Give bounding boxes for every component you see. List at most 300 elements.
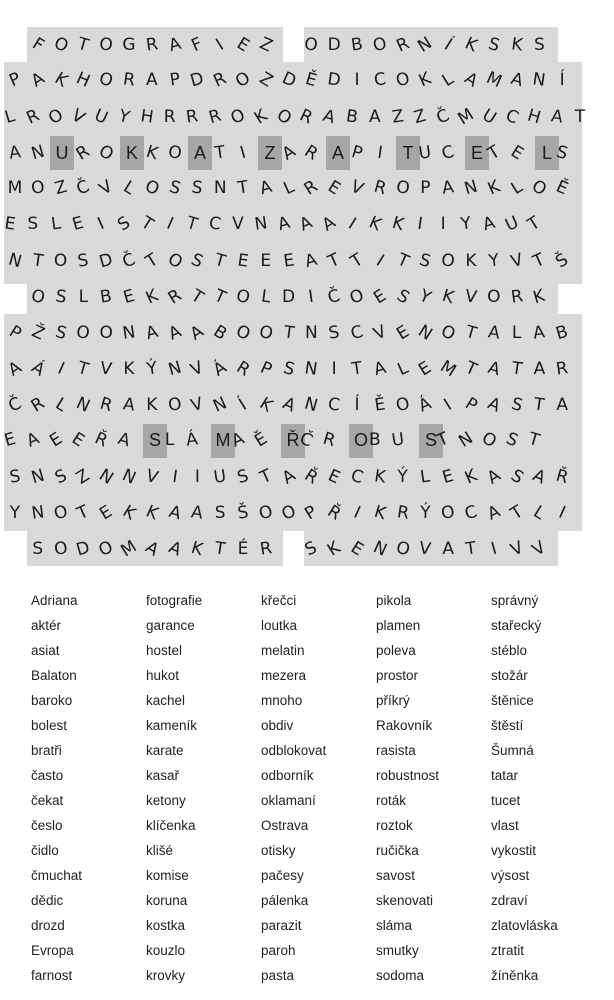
grid-letter[interactable]: S — [53, 286, 68, 308]
grid-letter[interactable]: D — [74, 537, 93, 561]
grid-letter[interactable]: O — [346, 285, 368, 309]
grid-letter[interactable]: E — [324, 176, 345, 200]
grid-letter[interactable]: S — [327, 322, 341, 344]
grid-letter[interactable]: K — [461, 465, 481, 489]
grid-letter[interactable]: A — [275, 212, 292, 236]
grid-letter[interactable]: B — [209, 321, 231, 345]
grid-letter[interactable]: A — [484, 393, 504, 417]
grid-letter[interactable]: N — [305, 323, 318, 343]
grid-letter[interactable]: K — [440, 285, 457, 309]
grid-letter[interactable]: N — [303, 358, 320, 380]
grid-letter[interactable]: K — [142, 501, 161, 525]
grid-letter[interactable]: N — [455, 428, 477, 452]
grid-letter[interactable]: P — [349, 141, 365, 165]
grid-letter[interactable]: T — [464, 538, 478, 560]
grid-letter[interactable]: O — [44, 104, 67, 130]
grid-letter[interactable]: B — [349, 34, 365, 56]
grid-letter[interactable]: Ý — [420, 503, 431, 523]
grid-letter[interactable]: E — [121, 285, 137, 309]
grid-letter[interactable]: O — [440, 250, 457, 272]
grid-letter[interactable]: O — [98, 34, 115, 56]
grid-letter[interactable]: T — [211, 285, 229, 309]
grid-letter[interactable]: Z — [256, 33, 276, 57]
grid-letter[interactable]: T — [282, 322, 296, 344]
grid-letter[interactable]: O — [393, 68, 412, 92]
grid-letter[interactable]: U — [91, 105, 111, 129]
grid-letter[interactable]: O — [95, 140, 118, 166]
grid-letter[interactable]: Ř — [301, 465, 322, 489]
grid-letter[interactable]: D — [327, 35, 341, 55]
grid-letter[interactable]: S — [424, 429, 437, 450]
grid-letter[interactable]: O — [166, 394, 183, 416]
grid-letter[interactable]: R — [121, 69, 137, 91]
grid-letter[interactable]: O — [28, 285, 47, 309]
grid-letter[interactable]: R — [97, 393, 115, 417]
grid-letter[interactable]: A — [483, 465, 505, 489]
grid-letter[interactable]: A — [187, 321, 208, 345]
grid-letter[interactable]: A — [320, 105, 338, 129]
grid-letter[interactable]: A — [166, 33, 183, 57]
grid-letter[interactable]: V — [347, 176, 367, 200]
grid-letter[interactable]: N — [6, 249, 24, 273]
grid-letter[interactable]: O — [141, 176, 162, 200]
grid-letter[interactable]: E — [325, 465, 344, 489]
grid-letter[interactable]: I — [440, 395, 456, 415]
grid-letter[interactable]: I — [54, 358, 67, 380]
grid-letter[interactable]: O — [477, 427, 500, 453]
grid-letter[interactable]: A — [143, 321, 161, 345]
grid-letter[interactable]: S — [502, 428, 521, 452]
grid-letter[interactable]: R — [554, 358, 570, 380]
grid-letter[interactable]: T — [142, 249, 162, 273]
grid-letter[interactable]: O — [99, 323, 113, 343]
grid-letter[interactable]: Í — [559, 70, 565, 90]
grid-letter[interactable]: Y — [487, 250, 501, 272]
grid-letter[interactable]: O — [166, 142, 183, 164]
grid-letter[interactable]: O — [272, 104, 295, 130]
grid-letter[interactable]: K — [465, 251, 477, 271]
grid-letter[interactable]: R — [301, 176, 322, 200]
grid-letter[interactable]: O — [393, 393, 412, 417]
grid-letter[interactable]: A — [121, 394, 137, 416]
grid-letter[interactable]: N — [253, 213, 269, 235]
grid-letter[interactable]: T — [325, 249, 343, 273]
grid-letter[interactable]: R — [258, 538, 274, 560]
grid-letter[interactable]: Z — [52, 176, 69, 200]
grid-letter[interactable]: A — [480, 212, 498, 236]
grid-letter[interactable]: S — [32, 539, 44, 559]
grid-letter[interactable]: N — [369, 537, 390, 561]
grid-letter[interactable]: Z — [264, 142, 276, 163]
grid-letter[interactable]: K — [255, 393, 276, 417]
grid-letter[interactable]: K — [484, 176, 503, 200]
grid-letter[interactable]: Í — [440, 35, 456, 55]
grid-letter[interactable]: R — [296, 105, 316, 129]
grid-letter[interactable]: A — [485, 357, 503, 381]
grid-letter[interactable]: A — [7, 142, 23, 164]
grid-letter[interactable]: T — [526, 428, 543, 452]
grid-letter[interactable]: T — [74, 501, 93, 525]
grid-letter[interactable]: I — [170, 466, 179, 488]
grid-letter[interactable]: O — [370, 33, 389, 57]
grid-letter[interactable]: O — [232, 67, 254, 93]
grid-letter[interactable]: E — [369, 285, 390, 309]
grid-letter[interactable]: Í — [354, 395, 360, 415]
grid-letter[interactable]: V — [529, 537, 550, 561]
grid-letter[interactable]: Č — [5, 393, 25, 417]
grid-letter[interactable]: Ž — [28, 321, 48, 345]
grid-letter[interactable]: L — [119, 177, 139, 199]
grid-letter[interactable]: C — [439, 141, 457, 165]
grid-letter[interactable]: L — [530, 502, 549, 524]
grid-letter[interactable]: S — [554, 141, 571, 165]
grid-letter[interactable]: V — [508, 249, 525, 273]
grid-letter[interactable]: P — [168, 69, 182, 91]
grid-letter[interactable]: S — [417, 249, 434, 273]
grid-letter[interactable]: K — [371, 501, 388, 525]
grid-letter[interactable]: V — [232, 214, 244, 234]
grid-letter[interactable]: A — [441, 177, 456, 199]
grid-letter[interactable]: K — [142, 285, 161, 309]
grid-letter[interactable]: R — [73, 141, 94, 165]
grid-letter[interactable]: E — [68, 428, 89, 452]
grid-letter[interactable]: E — [45, 428, 66, 452]
grid-letter[interactable]: N — [213, 178, 227, 198]
grid-letter[interactable]: O — [75, 322, 92, 344]
grid-letter[interactable]: A — [368, 107, 381, 127]
grid-letter[interactable]: R — [210, 68, 230, 92]
grid-letter[interactable]: O — [232, 321, 254, 345]
grid-letter[interactable]: I — [212, 35, 228, 55]
grid-letter[interactable]: V — [418, 538, 433, 560]
grid-letter[interactable]: E — [415, 357, 436, 381]
grid-letter[interactable]: Ě — [553, 176, 572, 200]
grid-letter[interactable]: S — [52, 321, 69, 345]
grid-letter[interactable]: Á — [415, 393, 435, 417]
grid-letter[interactable]: B — [553, 321, 571, 345]
grid-letter[interactable]: S — [506, 465, 527, 489]
grid-letter[interactable]: O — [233, 285, 253, 309]
grid-letter[interactable]: M — [7, 178, 23, 198]
grid-letter[interactable]: P — [257, 357, 275, 381]
grid-letter[interactable]: E — [2, 428, 18, 452]
grid-letter[interactable]: I — [331, 359, 337, 379]
grid-letter[interactable]: V — [99, 358, 114, 380]
grid-letter[interactable]: O — [256, 501, 275, 525]
grid-letter[interactable]: S — [51, 465, 70, 489]
grid-letter[interactable]: R — [144, 34, 160, 56]
grid-letter[interactable]: K — [324, 537, 345, 561]
grid-letter[interactable]: I — [163, 213, 176, 235]
grid-letter[interactable]: S — [280, 357, 297, 381]
grid-letter[interactable]: M — [454, 104, 478, 130]
grid-letter[interactable]: R — [393, 33, 413, 57]
grid-letter[interactable]: H — [139, 106, 155, 128]
grid-letter[interactable]: D — [282, 287, 296, 307]
grid-letter[interactable]: N — [531, 69, 548, 91]
grid-letter[interactable]: L — [511, 323, 522, 343]
grid-letter[interactable]: T — [213, 142, 227, 164]
grid-letter[interactable]: M — [215, 429, 231, 450]
grid-letter[interactable]: S — [148, 429, 161, 450]
grid-letter[interactable]: T — [530, 249, 549, 273]
grid-letter[interactable]: L — [507, 177, 526, 199]
grid-letter[interactable]: R — [232, 357, 254, 381]
grid-letter[interactable]: K — [123, 359, 135, 379]
grid-letter[interactable]: O — [440, 502, 457, 524]
grid-letter[interactable]: Č — [325, 285, 343, 309]
grid-letter[interactable]: O — [353, 429, 368, 450]
grid-letter[interactable]: S — [166, 176, 183, 200]
grid-letter[interactable]: K — [389, 212, 406, 236]
grid-letter[interactable]: A — [23, 428, 43, 452]
grid-letter[interactable]: T — [212, 249, 228, 273]
grid-letter[interactable]: Ř — [91, 428, 111, 452]
grid-letter[interactable]: A — [27, 68, 49, 92]
grid-letter[interactable]: B — [99, 286, 114, 308]
grid-letter[interactable]: T — [350, 358, 364, 380]
grid-letter[interactable]: K — [365, 212, 384, 236]
grid-letter[interactable]: T — [463, 321, 479, 345]
grid-letter[interactable]: A — [533, 359, 546, 379]
grid-letter[interactable]: D — [278, 68, 299, 92]
grid-letter[interactable]: T — [31, 250, 45, 272]
grid-letter[interactable]: O — [394, 177, 411, 199]
grid-letter[interactable]: C — [462, 501, 480, 525]
grid-letter[interactable]: U — [417, 142, 433, 164]
grid-letter[interactable]: Y — [416, 285, 435, 309]
grid-letter[interactable]: I — [488, 538, 499, 560]
grid-letter[interactable]: O — [256, 321, 275, 345]
grid-letter[interactable]: A — [529, 465, 549, 489]
grid-letter[interactable]: O — [53, 251, 68, 271]
grid-letter[interactable]: E — [3, 213, 17, 235]
grid-letter[interactable]: N — [302, 393, 321, 417]
grid-letter[interactable]: T — [393, 249, 412, 273]
grid-letter[interactable]: S — [27, 214, 39, 234]
grid-letter[interactable]: I — [237, 142, 249, 164]
grid-letter[interactable]: I — [440, 214, 446, 234]
grid-letter[interactable]: T — [532, 394, 546, 416]
grid-letter[interactable]: O — [278, 501, 299, 525]
grid-letter[interactable]: V — [463, 286, 479, 308]
grid-letter[interactable]: A — [278, 141, 299, 165]
grid-letter[interactable]: Ě — [250, 428, 271, 452]
grid-letter[interactable]: O — [51, 501, 70, 525]
grid-letter[interactable]: K — [461, 33, 481, 57]
grid-letter[interactable]: S — [485, 33, 502, 57]
grid-letter[interactable]: U — [212, 466, 228, 488]
grid-letter[interactable]: E — [96, 501, 117, 525]
grid-letter[interactable]: K — [143, 141, 160, 165]
grid-letter[interactable]: A — [296, 212, 316, 236]
grid-letter[interactable]: A — [532, 322, 547, 344]
grid-letter[interactable]: L — [438, 69, 458, 91]
grid-letter[interactable]: P — [420, 178, 431, 198]
grid-letter[interactable]: K — [250, 105, 271, 129]
grid-letter[interactable]: D — [97, 249, 116, 273]
grid-letter[interactable]: A — [165, 537, 184, 561]
grid-letter[interactable]: Ý — [145, 358, 159, 380]
grid-letter[interactable]: L — [164, 430, 175, 450]
grid-letter[interactable]: R — [301, 141, 322, 165]
grid-letter[interactable]: I — [94, 213, 108, 235]
grid-letter[interactable]: A — [371, 357, 389, 381]
grid-letter[interactable]: A — [4, 357, 26, 381]
grid-letter[interactable]: A — [486, 322, 501, 344]
grid-letter[interactable]: N — [210, 393, 231, 417]
grid-letter[interactable]: A — [278, 465, 299, 489]
grid-letter[interactable]: Z — [73, 465, 94, 489]
grid-letter[interactable]: L — [419, 466, 432, 488]
grid-letter[interactable]: N — [95, 465, 117, 489]
grid-letter[interactable]: N — [28, 465, 47, 489]
grid-letter[interactable]: K — [531, 285, 548, 309]
grid-letter[interactable]: T — [347, 249, 367, 273]
grid-letter[interactable]: V — [507, 537, 526, 561]
grid-letter[interactable]: Z — [390, 106, 405, 128]
grid-letter[interactable]: N — [414, 33, 437, 57]
grid-letter[interactable]: I — [194, 467, 200, 487]
grid-letter[interactable]: A — [318, 212, 340, 236]
grid-letter[interactable]: O — [487, 287, 501, 307]
grid-letter[interactable]: E — [470, 142, 483, 163]
grid-letter[interactable]: A — [257, 176, 275, 200]
grid-letter[interactable]: Ř — [553, 465, 571, 489]
grid-letter[interactable]: R — [395, 502, 410, 524]
grid-letter[interactable]: O — [52, 538, 69, 560]
grid-letter[interactable]: C — [326, 394, 342, 416]
grid-letter[interactable]: C — [348, 321, 366, 345]
grid-letter[interactable]: L — [541, 142, 552, 163]
grid-letter[interactable]: C — [207, 213, 223, 235]
grid-letter[interactable]: Č — [73, 176, 93, 200]
grid-letter[interactable]: O — [393, 537, 412, 561]
grid-letter[interactable]: N — [28, 141, 47, 165]
grid-letter[interactable]: K — [118, 501, 140, 525]
grid-letter[interactable]: O — [163, 248, 186, 274]
grid-letter[interactable]: C — [502, 105, 522, 129]
grid-letter[interactable]: A — [556, 395, 568, 415]
grid-letter[interactable]: K — [50, 68, 71, 92]
grid-letter[interactable]: Č — [119, 249, 139, 273]
grid-letter[interactable]: Á — [185, 429, 200, 451]
grid-letter[interactable]: N — [30, 502, 46, 524]
grid-letter[interactable]: P — [461, 393, 481, 417]
grid-letter[interactable]: R — [164, 285, 185, 309]
grid-letter[interactable]: I — [372, 251, 388, 271]
grid-letter[interactable]: S — [188, 249, 207, 273]
grid-letter[interactable]: B — [344, 106, 360, 128]
grid-letter[interactable]: K — [509, 34, 524, 56]
grid-letter[interactable]: S — [302, 537, 321, 561]
grid-letter[interactable]: U — [478, 105, 500, 129]
grid-letter[interactable]: I — [307, 286, 316, 308]
grid-letter[interactable]: É — [237, 539, 249, 559]
grid-letter[interactable]: T — [510, 358, 524, 380]
grid-letter[interactable]: R — [27, 393, 49, 417]
grid-letter[interactable]: R — [320, 428, 338, 452]
grid-letter[interactable]: O — [227, 105, 249, 129]
grid-letter[interactable]: S — [114, 212, 134, 236]
grid-letter[interactable]: T — [484, 141, 504, 165]
grid-letter[interactable]: E — [236, 250, 250, 272]
grid-letter[interactable]: T — [462, 357, 480, 381]
grid-letter[interactable]: A — [141, 537, 163, 561]
grid-letter[interactable]: S — [235, 465, 251, 489]
grid-letter[interactable]: I — [416, 213, 425, 235]
grid-letter[interactable]: A — [166, 501, 183, 525]
grid-letter[interactable]: I — [354, 70, 360, 90]
grid-letter[interactable]: L — [259, 286, 272, 308]
grid-letter[interactable]: N — [165, 357, 184, 381]
grid-letter[interactable]: Š — [552, 249, 573, 273]
grid-letter[interactable]: A — [145, 70, 158, 90]
grid-letter[interactable]: S — [76, 250, 91, 272]
grid-letter[interactable]: M — [117, 536, 141, 562]
grid-letter[interactable]: L — [49, 213, 62, 235]
grid-letter[interactable]: K — [189, 537, 206, 561]
grid-letter[interactable]: K — [146, 395, 158, 415]
grid-letter[interactable]: G — [122, 35, 136, 55]
grid-letter[interactable]: Ě — [373, 394, 387, 416]
grid-letter[interactable]: S — [508, 393, 525, 417]
grid-letter[interactable]: Š — [236, 502, 250, 524]
grid-letter[interactable]: E — [440, 465, 457, 489]
grid-letter[interactable]: V — [68, 105, 89, 129]
grid-letter[interactable]: T — [574, 107, 586, 127]
grid-letter[interactable]: O — [528, 175, 551, 201]
grid-letter[interactable]: E — [347, 537, 367, 561]
grid-letter[interactable]: H — [525, 105, 544, 129]
grid-letter[interactable]: T — [506, 501, 527, 525]
grid-letter[interactable]: Á — [27, 357, 49, 381]
grid-letter[interactable]: M — [483, 67, 505, 93]
grid-letter[interactable]: P — [5, 321, 25, 345]
grid-letter[interactable]: F — [188, 33, 206, 57]
grid-letter[interactable]: V — [95, 176, 117, 200]
grid-letter[interactable]: E — [260, 251, 272, 271]
grid-letter[interactable]: T — [434, 428, 452, 452]
grid-letter[interactable]: R — [206, 105, 224, 129]
grid-letter[interactable]: A — [165, 321, 184, 345]
grid-letter[interactable]: T — [402, 142, 414, 163]
grid-letter[interactable]: N — [462, 176, 480, 200]
grid-letter[interactable]: D — [326, 69, 343, 91]
grid-letter[interactable]: L — [51, 394, 70, 416]
grid-letter[interactable]: E — [506, 141, 527, 165]
grid-letter[interactable]: T — [213, 538, 227, 560]
grid-letter[interactable]: A — [442, 539, 454, 559]
grid-letter[interactable]: A — [484, 501, 504, 525]
grid-letter[interactable]: S — [190, 177, 205, 199]
grid-letter[interactable]: A — [303, 249, 320, 273]
grid-letter[interactable]: E — [392, 321, 413, 345]
grid-letter[interactable]: T — [256, 465, 275, 489]
grid-letter[interactable]: V — [187, 357, 207, 381]
grid-letter[interactable]: A — [193, 142, 206, 163]
grid-letter[interactable]: I — [344, 214, 360, 234]
grid-letter[interactable]: Č — [296, 428, 316, 452]
grid-letter[interactable]: Y — [459, 213, 473, 235]
grid-letter[interactable]: B — [368, 430, 381, 450]
grid-letter[interactable]: A — [228, 428, 248, 452]
grid-letter[interactable]: O — [50, 33, 71, 57]
grid-letter[interactable]: S — [214, 503, 226, 523]
grid-letter[interactable]: V — [189, 393, 206, 417]
grid-letter[interactable]: L — [394, 357, 411, 381]
grid-letter[interactable]: O — [95, 537, 117, 561]
